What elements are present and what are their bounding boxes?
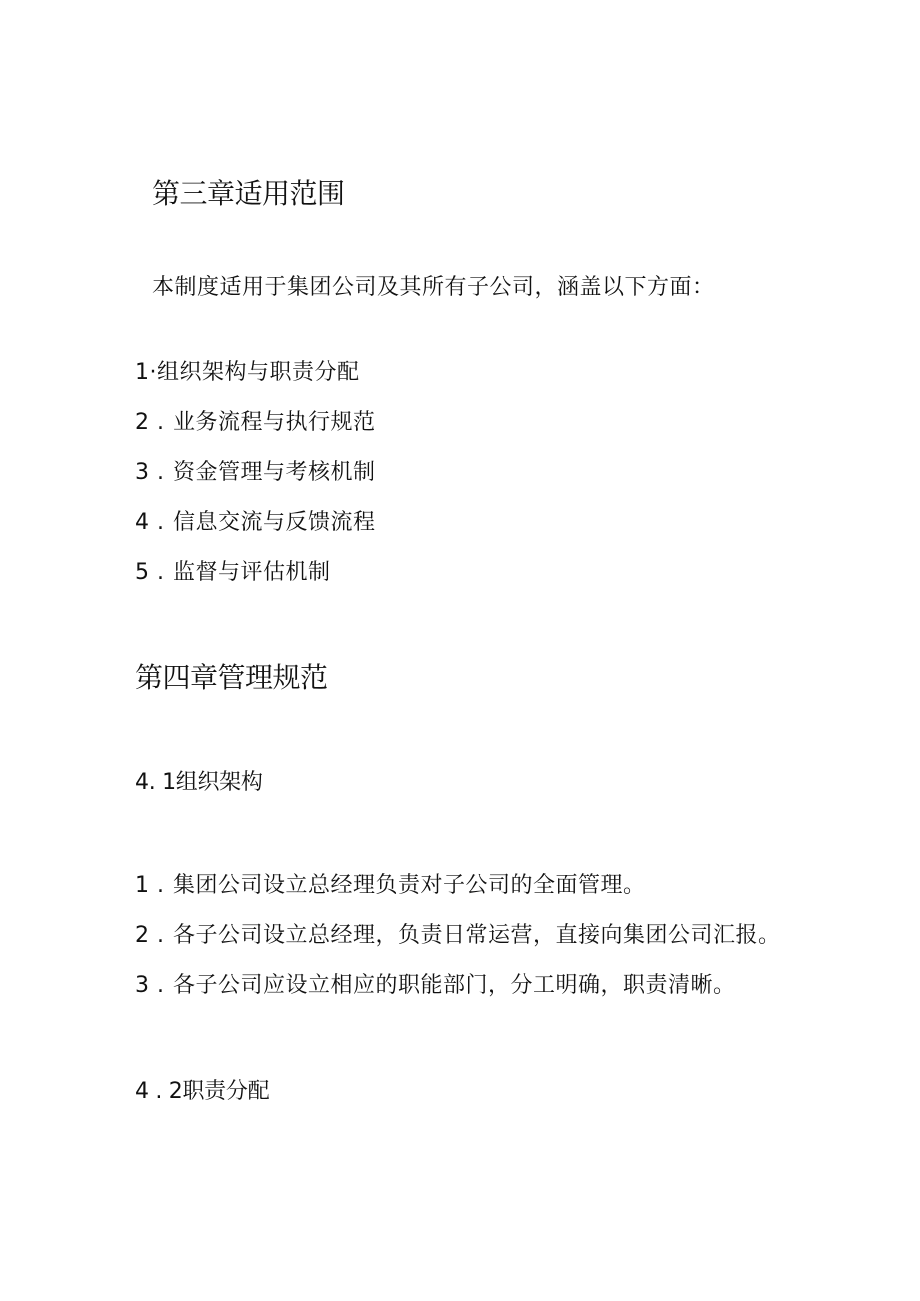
chapter-3-intro: 本制度适用于集团公司及其所有子公司，涵盖以下方面： <box>152 275 715 300</box>
list-item-text: 各子公司设立总经理，负责日常运营，直接向集团公司汇报。 <box>173 923 781 948</box>
list-item-number: 1· <box>135 360 157 385</box>
list-item-number: 1 . <box>135 873 165 898</box>
list-item <box>135 925 781 947</box>
list-item-number: 2 . <box>135 410 165 435</box>
list-item-number: 3 . <box>135 460 165 485</box>
list-item-text: 信息交流与反馈流程 <box>173 510 376 535</box>
list-item-number: 4 . <box>135 510 165 535</box>
list-item <box>135 875 646 897</box>
chapter-4-title: 第四章管理规范 <box>135 661 328 694</box>
section-4-2-title: 4 . 2职责分配 <box>135 1079 270 1104</box>
list-item <box>135 362 360 384</box>
list-item <box>135 462 376 484</box>
list-item <box>135 975 736 997</box>
list-item-number: 2 . <box>135 923 165 948</box>
list-item-text: 组织架构与职责分配 <box>157 360 360 385</box>
list-item-text: 资金管理与考核机制 <box>173 460 376 485</box>
list-item <box>135 512 376 534</box>
chapter-3-title: 第三章适用范围 <box>152 177 345 210</box>
list-item-text: 业务流程与执行规范 <box>173 410 376 435</box>
list-item <box>135 562 331 584</box>
list-item-number: 3 . <box>135 973 165 998</box>
list-item-text: 监督与评估机制 <box>173 560 331 585</box>
list-item-number: 5 . <box>135 560 165 585</box>
list-item <box>135 412 376 434</box>
list-item-text: 集团公司设立总经理负责对子公司的全面管理。 <box>173 873 646 898</box>
section-4-1-title: 4. 1组织架构 <box>135 770 263 795</box>
list-item-text: 各子公司应设立相应的职能部门，分工明确，职责清晰。 <box>173 973 736 998</box>
